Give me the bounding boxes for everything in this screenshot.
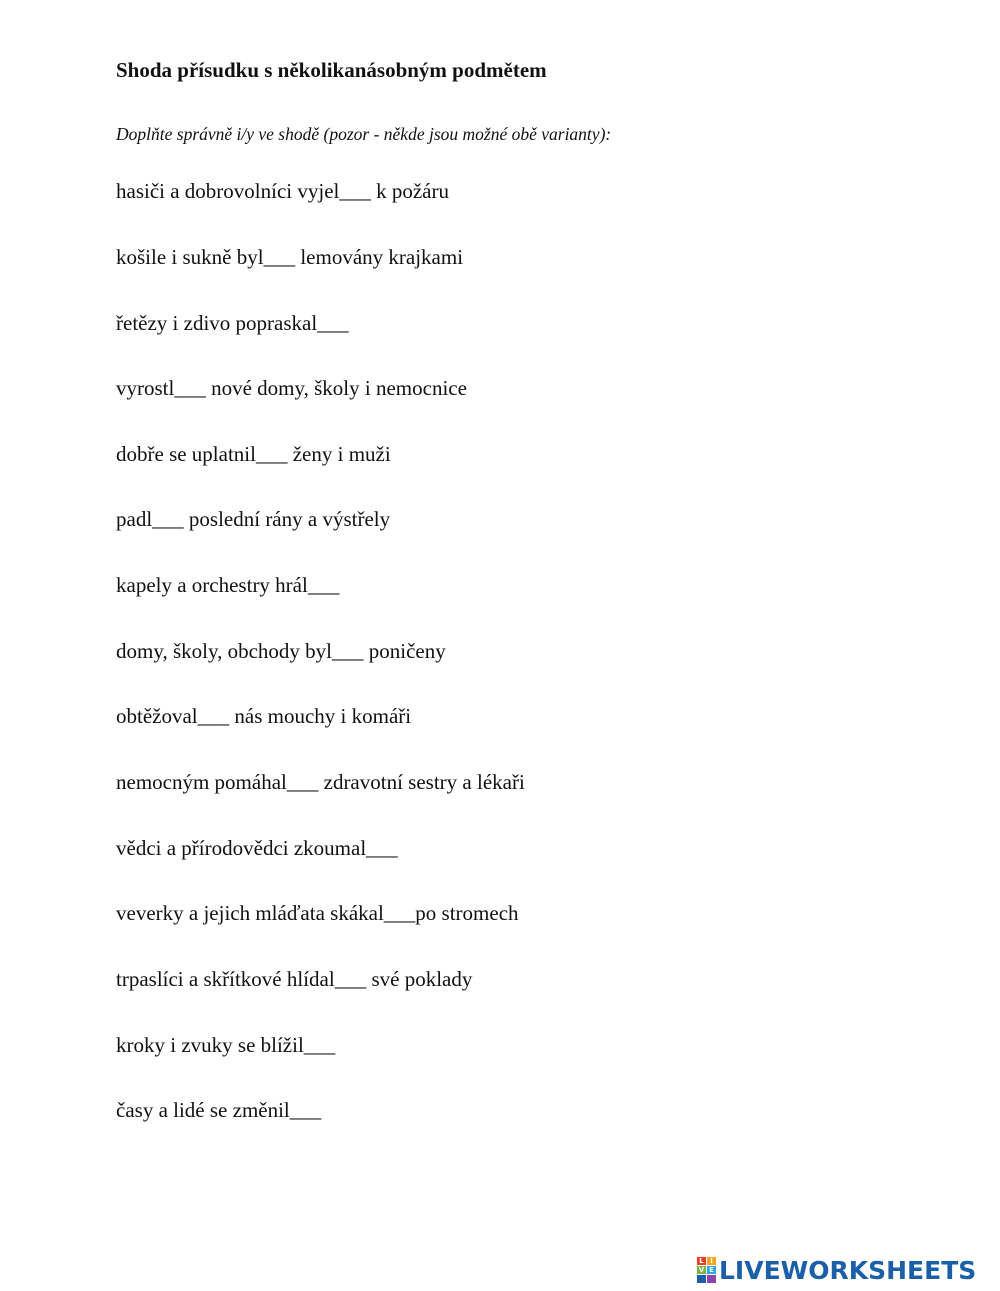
exercise-item: košile i sukně byl___ lemovány krajkami <box>116 245 464 269</box>
exercise-item: vědci a přírodovědci zkoumal___ <box>116 836 398 860</box>
logo-block: L <box>697 1257 706 1265</box>
exercise-item: domy, školy, obchody byl___ poničeny <box>116 639 446 663</box>
exercise-item: padl___ poslední rány a výstřely <box>116 507 391 531</box>
exercise-item: trpaslíci a skřítkové hlídal___ své poklady <box>116 967 473 991</box>
exercise-item: hasiči a dobrovolníci vyjel___ k požáru <box>116 179 449 203</box>
liveworksheets-logo <box>697 1256 976 1284</box>
logo-block: V <box>698 1266 705 1274</box>
logo-blocks-icon <box>697 1257 716 1283</box>
logo-block: E <box>707 1266 716 1274</box>
exercise-item: vyrostl___ nové domy, školy i nemocnice <box>116 376 467 400</box>
exercise-item: dobře se uplatnil___ ženy i muži <box>116 442 391 466</box>
exercise-item: kroky i zvuky se blížil___ <box>116 1033 336 1057</box>
exercise-item: časy a lidé se změnil___ <box>116 1098 322 1122</box>
worksheet-title: Shoda přísudku s několikanásobným podmětem <box>116 58 547 82</box>
logo-text: LIVEWORKSHEETS <box>719 1255 977 1285</box>
exercise-item: nemocným pomáhal___ zdravotní sestry a lékaři <box>116 770 525 794</box>
exercise-item: kapely a orchestry hrál___ <box>116 573 340 597</box>
logo-block: I <box>707 1257 716 1265</box>
logo-block <box>707 1275 716 1283</box>
logo-block <box>697 1275 706 1283</box>
exercise-item: obtěžoval___ nás mouchy i komáři <box>116 704 412 728</box>
exercise-item: veverky a jejich mláďata skákal___po stromech <box>116 901 519 925</box>
exercise-item: řetězy i zdivo popraskal___ <box>116 311 349 335</box>
worksheet-instruction: Doplňte správně i/y ve shodě (pozor - někde jsou možné obě varianty): <box>116 124 612 144</box>
